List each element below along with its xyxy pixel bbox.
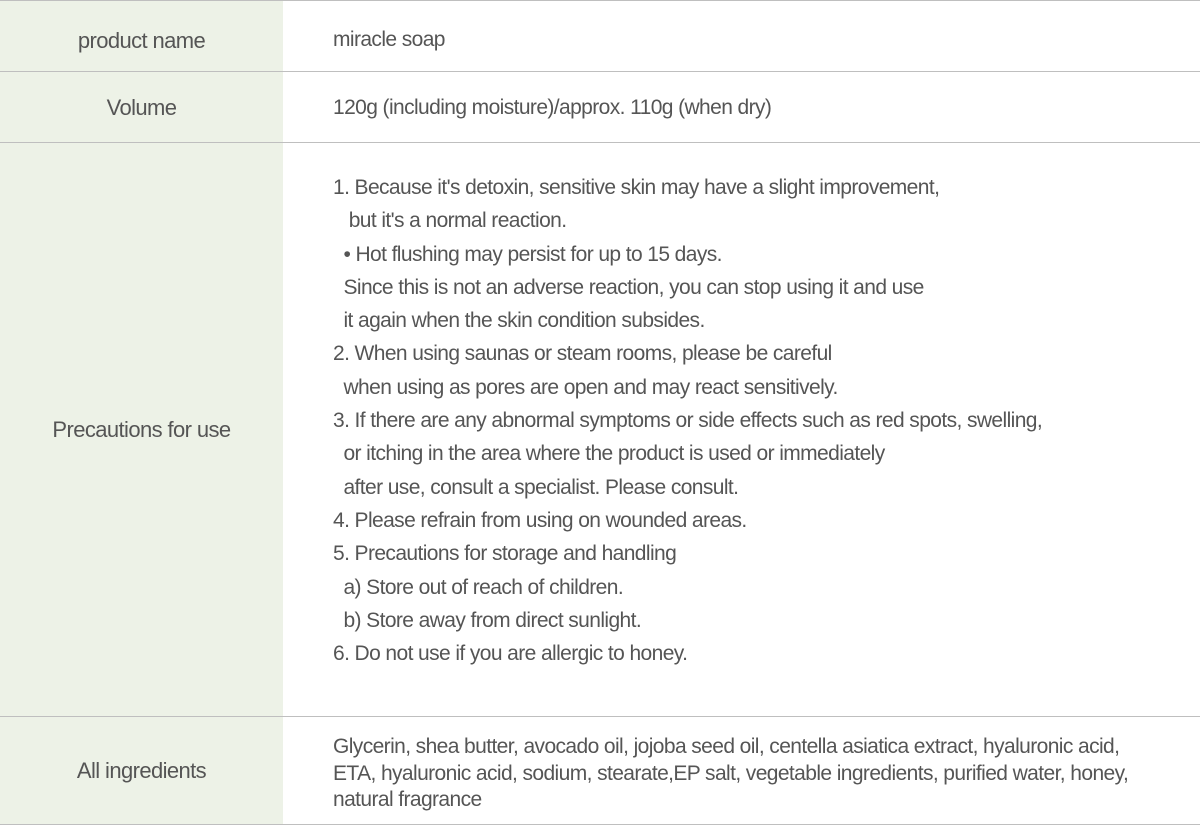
precaution-line: a) Store out of reach of children. bbox=[333, 575, 624, 599]
spec-row-precautions bbox=[0, 142, 1200, 717]
row-value-volume: 120g (including moisture)/approx. 110g (when dry) bbox=[333, 95, 772, 119]
precaution-line: 6. Do not use if you are allergic to honey. bbox=[333, 642, 688, 666]
row-value-ingredients: Glycerin, shea butter, avocado oil, jojoba seed oil, centella asiatica extract, hyaluronic acid, ETA, hyaluronic acid, sodium, stearate,EP salt, vegetable ingredients, purified water, honey, natural fragrance bbox=[333, 735, 1129, 811]
precaution-line: 2. When using saunas or steam rooms, please be careful bbox=[333, 342, 832, 366]
precaution-line: Since this is not an adverse reaction, you can stop using it and use bbox=[333, 275, 924, 299]
spec-row-ingredients bbox=[0, 716, 1200, 825]
precaution-line: b) Store away from direct sunlight. bbox=[333, 608, 642, 632]
precaution-line: or itching in the area where the product is used or immediately bbox=[333, 442, 885, 466]
row-label-ingredients: All ingredients bbox=[0, 717, 283, 824]
precaution-line: it again when the skin condition subsides. bbox=[333, 309, 705, 333]
row-label-product-name: product name bbox=[0, 1, 283, 72]
precaution-line: when using as pores are open and may react sensitively. bbox=[333, 375, 838, 399]
row-label-precautions: Precautions for use bbox=[0, 143, 283, 717]
precaution-line: but it's a normal reaction. bbox=[333, 209, 567, 233]
precaution-line: after use, consult a specialist. Please consult. bbox=[333, 475, 739, 499]
precaution-line: • Hot flushing may persist for up to 15 days. bbox=[333, 242, 722, 266]
spec-row-volume bbox=[0, 71, 1200, 143]
precaution-line: 1. Because it's detoxin, sensitive skin may have a slight improvement, bbox=[333, 176, 940, 199]
spec-row-product-name bbox=[0, 0, 1200, 72]
row-value-product-name: miracle soap bbox=[333, 28, 445, 51]
precaution-line: 3. If there are any abnormal symptoms or side effects such as red spots, swelling, bbox=[333, 409, 1043, 433]
precaution-line: 5. Precautions for storage and handling bbox=[333, 542, 677, 566]
row-label-volume: Volume bbox=[0, 72, 283, 143]
precautions-list bbox=[333, 171, 1042, 670]
precaution-line: 4. Please refrain from using on wounded areas. bbox=[333, 508, 747, 532]
